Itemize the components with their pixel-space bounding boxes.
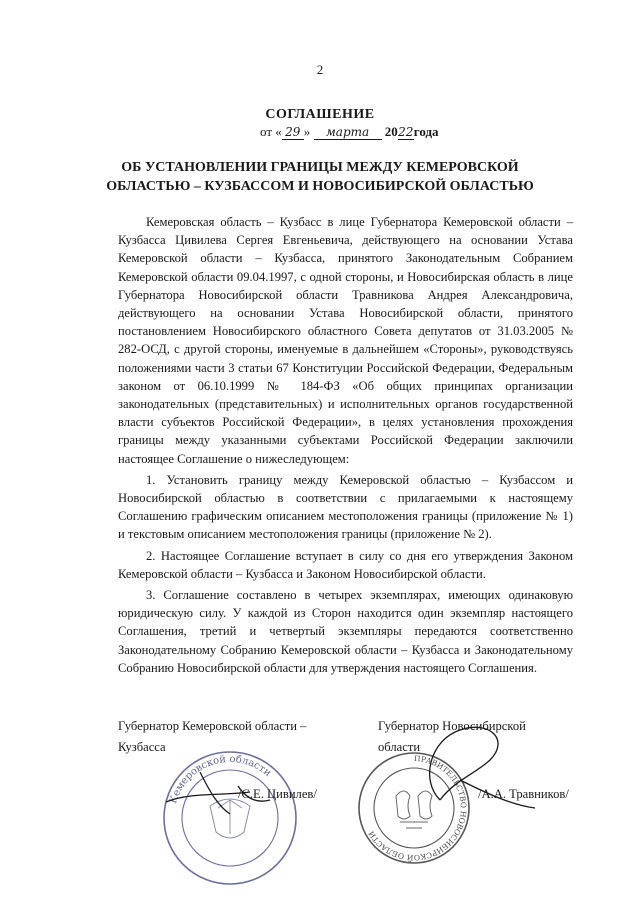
preamble-paragraph: Кемеровская область – Кузбасс в лице Губернатора Кемеровской области – Кузбасса Цивилева Сергея Евгеньевича, действующего на основании Устава Кемеровской области – Кузбасса, принятого Законодательным Собранием Кемеровской области 09.04.1997, с одной стороны, и Новосибирская область в лице Губернатора Новосибирской области Травникова Андрея Александровича, действующего на основании Устава Новосибирской области, принятого постановлением Новосибирского областного Совета депутатов от 31.03.2005 № 282-ОСД, с другой стороны, именуемые в дальнейшем «Стороны», руководствуясь положениями части 3 статьи 67 Конституции Российской Федерации, Федеральным законом от 06.10.1999 № 184-ФЗ «Об общих принципах организации законодательных (представительных) и исполнительных органов государственной власти субъектов Российской Федерации», в целях установления прохождения границы между указанными субъектами Российской Федерации заключили настоящее Соглашение о нижеследующем:	[118, 215, 573, 466]
date-prefix: от «	[260, 124, 282, 139]
agreement-date	[260, 124, 439, 140]
date-suffix: года	[413, 124, 439, 139]
left-signatory-title	[118, 716, 358, 758]
heading-line-1: ОБ УСТАНОВЛЕНИИ ГРАНИЦЫ МЕЖДУ КЕМЕРОВСКОЙ	[121, 160, 519, 175]
right-signatory-title	[378, 716, 578, 758]
document-title: СОГЛАШЕНИЕ	[265, 107, 375, 122]
clause-2-paragraph: 2. Настоящее Соглашение вступает в силу со дня его утверждения Законом Кемеровской области – Кузбасса и Законом Новосибирской области.	[118, 548, 573, 581]
left-title-line-1: Губернатор Кемеровской области –	[118, 719, 307, 733]
left-title-line-2: Кузбасса	[118, 740, 166, 754]
document-body	[118, 213, 573, 677]
clause-1-paragraph: 1. Установить границу между Кемеровской областью – Кузбассом и Новосибирской областью в соответствии с прилагаемыми к настоящему Соглашению графическим описанием местоположения границы (приложение № 1) и текстовым описанием местоположения границы (приложение № 2).	[118, 472, 573, 542]
date-mid: »	[303, 124, 311, 139]
date-month: марта	[314, 125, 382, 140]
date-year-suffix: 22	[398, 125, 414, 139]
right-title-line-2: области	[378, 740, 421, 754]
clause-3-paragraph: 3. Соглашение составлено в четырех экземплярах, имеющих одинаковую юридическую силу. У каждой из Сторон находится один экземпляр настоящего Соглашения, третий и четвертый экземпляры передаются соответственно Законодательному Собранию Кемеровской области – Кузбасса и Законодательному Собранию Новосибирской области для утверждения настоящего Соглашения.	[118, 588, 573, 675]
left-seal-text: Кемеровской области	[168, 753, 274, 806]
page-number: 2	[316, 62, 324, 77]
date-day: 29	[282, 125, 304, 140]
date-year-prefix: 20	[384, 124, 398, 139]
right-seal-text: ПРАВИТЕЛЬСТВО НОВОСИБИРСКОЙ ОБЛАСТИ	[366, 753, 469, 863]
document-heading	[0, 158, 640, 196]
heading-line-2: ОБЛАСТЬЮ – КУЗБАССОМ И НОВОСИБИРСКОЙ ОБЛАСТЬЮ	[106, 179, 534, 194]
left-signatory-name: /С.Е. Цивилев/	[238, 787, 317, 801]
right-title-line-1: Губернатор Новосибирской	[378, 719, 526, 733]
right-signatory-name: /А.А. Травников/	[478, 787, 569, 801]
